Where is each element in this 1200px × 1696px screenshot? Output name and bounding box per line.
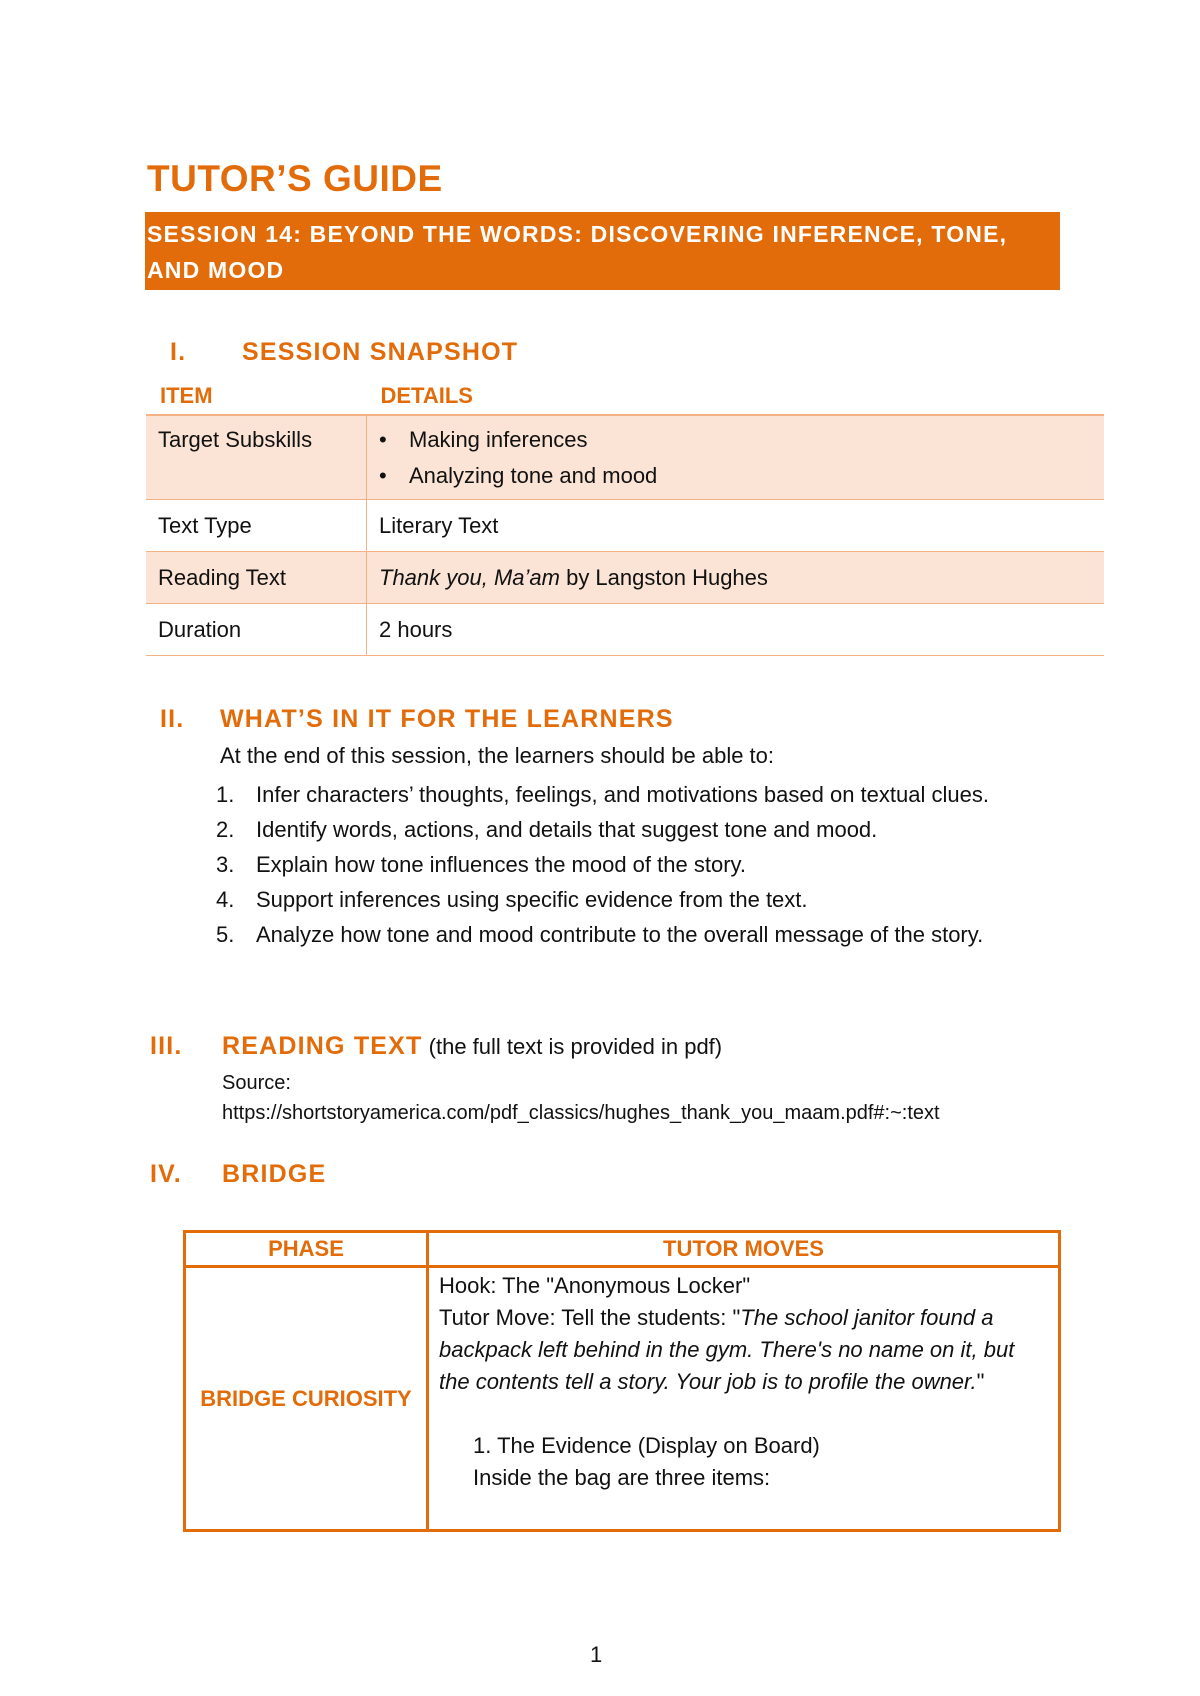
tutor-move-prefix: Tutor Move: Tell the students: " bbox=[439, 1305, 741, 1330]
phase-cell: BRIDGE CURIOSITY bbox=[185, 1267, 428, 1531]
item-text: Explain how tone influences the mood of the story. bbox=[256, 852, 746, 877]
tutor-move-text bbox=[439, 1302, 1048, 1398]
item-number: 3. bbox=[216, 852, 235, 877]
column-header-item: ITEM bbox=[146, 376, 367, 415]
page-number: 1 bbox=[590, 1642, 603, 1667]
item-text: Infer characters’ thoughts, feelings, and motivations based on textual clues. bbox=[256, 782, 989, 807]
source-label: Source: bbox=[222, 1072, 291, 1094]
reading-author: by Langston Hughes bbox=[559, 564, 768, 590]
section-title: BRIDGE bbox=[222, 1160, 327, 1188]
table-row bbox=[146, 603, 1104, 655]
list-item: • Analyzing tone and mood bbox=[409, 458, 1094, 494]
item-text: Analyze how tone and mood contribute to the overall message of the story. bbox=[256, 922, 984, 947]
column-header-phase: PHASE bbox=[185, 1232, 428, 1267]
item-number: 2. bbox=[216, 817, 235, 842]
section-heading-reading-text bbox=[150, 1032, 722, 1061]
row-item: Duration bbox=[146, 603, 367, 655]
row-details bbox=[367, 415, 1105, 499]
row-details: Literary Text bbox=[367, 499, 1105, 551]
tutor-move-quote: The school janitor found a backpack left behind in the gym. There's no name on it, but the contents tell a story. Your job is to profile the owner. bbox=[439, 1305, 1015, 1394]
evidence-heading: 1. The Evidence (Display on Board) bbox=[473, 1433, 820, 1458]
section-heading-bridge bbox=[150, 1160, 326, 1189]
table-row bbox=[146, 499, 1104, 551]
bridge-table bbox=[183, 1230, 1061, 1532]
section-title: READING TEXT bbox=[222, 1032, 423, 1060]
row-item: Target Subskills bbox=[146, 415, 367, 499]
item-number: 5. bbox=[216, 922, 235, 947]
section-heading-snapshot bbox=[170, 338, 518, 367]
table-row bbox=[146, 415, 1104, 499]
tutor-moves-cell bbox=[428, 1267, 1060, 1531]
reading-title: Thank you, Ma’am bbox=[379, 564, 560, 590]
table-row bbox=[146, 551, 1104, 603]
list-item bbox=[216, 882, 1076, 917]
item-text: Support inferences using specific evidence from the text. bbox=[256, 887, 808, 912]
session-snapshot-table bbox=[146, 376, 1104, 656]
objectives-intro: At the end of this session, the learners should be able to: bbox=[220, 743, 775, 768]
session-banner: SESSION 14: BEYOND THE WORDS: DISCOVERING INFERENCE, TONE, AND MOOD bbox=[145, 212, 1060, 290]
row-item: Text Type bbox=[146, 499, 367, 551]
list-item bbox=[216, 777, 1076, 812]
section-number: I. bbox=[170, 338, 187, 366]
list-item bbox=[216, 917, 1036, 952]
table-row bbox=[185, 1267, 1060, 1531]
tutor-move-suffix: " bbox=[976, 1369, 985, 1394]
evidence-intro: Inside the bag are three items: bbox=[473, 1465, 771, 1490]
section-note: (the full text is provided in pdf) bbox=[422, 1034, 723, 1059]
list-item bbox=[216, 812, 1076, 847]
item-number: 1. bbox=[216, 782, 235, 807]
column-header-tutor-moves: TUTOR MOVES bbox=[428, 1232, 1060, 1267]
subskills-list bbox=[379, 422, 1094, 494]
row-details: 2 hours bbox=[367, 603, 1105, 655]
column-header-details: DETAILS bbox=[367, 376, 1105, 415]
item-number: 4. bbox=[216, 887, 235, 912]
page-title: TUTOR’S GUIDE bbox=[147, 158, 443, 199]
list-item: • Making inferences bbox=[409, 422, 1094, 458]
section-title: WHAT’S IN IT FOR THE LEARNERS bbox=[220, 705, 674, 733]
spacer bbox=[439, 1398, 1048, 1430]
list-item bbox=[216, 847, 1076, 882]
section-heading-learners bbox=[160, 705, 674, 734]
row-details bbox=[367, 551, 1105, 603]
section-number: III. bbox=[150, 1032, 183, 1060]
row-item: Reading Text bbox=[146, 551, 367, 603]
source-url-link[interactable]: https://shortstoryamerica.com/pdf_classics/hughes_thank_you_maam.pdf#:~:text bbox=[222, 1102, 940, 1124]
item-text: Identify words, actions, and details that suggest tone and mood. bbox=[256, 817, 878, 842]
objectives-list bbox=[216, 777, 1076, 952]
section-number: IV. bbox=[150, 1160, 182, 1188]
hook-text: Hook: The "Anonymous Locker" bbox=[439, 1273, 751, 1298]
section-number: II. bbox=[160, 705, 185, 733]
section-title: SESSION SNAPSHOT bbox=[242, 338, 519, 366]
